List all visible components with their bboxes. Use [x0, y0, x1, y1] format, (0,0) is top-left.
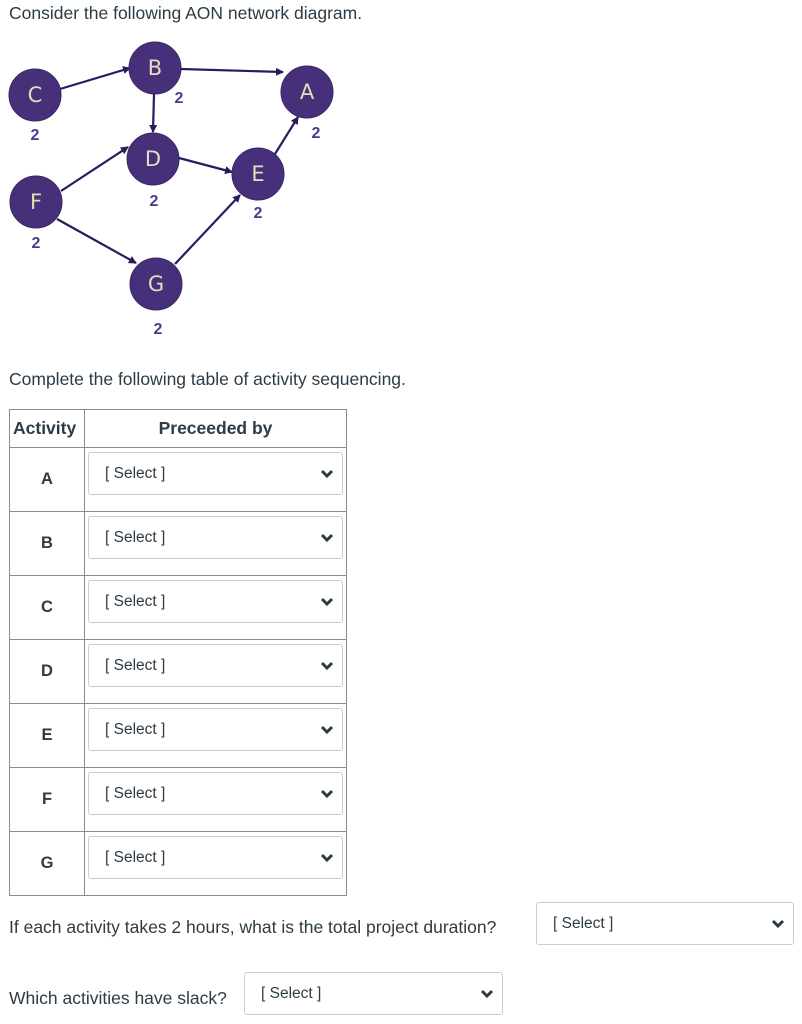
preceded-by-select-g[interactable] [88, 836, 343, 879]
table-row [10, 832, 347, 896]
activity-label: A [10, 448, 85, 512]
intro-text: Consider the following AON network diagram. [9, 3, 363, 23]
preceded-by-select-a[interactable] [88, 452, 343, 495]
table-header-row [10, 410, 347, 448]
svg-text:F: F [29, 190, 43, 214]
svg-text:C: C [27, 83, 43, 107]
table-row [10, 640, 347, 704]
chevron-down-icon [480, 989, 494, 999]
node-e [232, 148, 284, 222]
activity-label: G [10, 832, 85, 896]
slack-question-text: Which activities have slack? [9, 988, 227, 1008]
slack-activities-select[interactable] [244, 972, 503, 1015]
header-preceded-by: Preceeded by [85, 410, 347, 448]
chevron-down-icon [320, 533, 334, 543]
table-row [10, 512, 347, 576]
edge-g-e [175, 195, 240, 264]
select-value: [ Select ] [105, 848, 166, 866]
preceded-by-select-b[interactable] [88, 516, 343, 559]
node-c [9, 69, 61, 144]
edge-f-d [61, 147, 128, 191]
chevron-down-icon [320, 661, 334, 671]
select-value: [ Select ] [553, 914, 614, 932]
chevron-down-icon [320, 597, 334, 607]
svg-text:2: 2 [153, 321, 163, 338]
chevron-down-icon [771, 919, 785, 929]
activity-label: D [10, 640, 85, 704]
edge-f-g [57, 219, 136, 263]
preceded-by-select-d[interactable] [88, 644, 343, 687]
select-value: [ Select ] [105, 784, 166, 802]
chevron-down-icon [320, 853, 334, 863]
chevron-down-icon [320, 725, 334, 735]
table-row [10, 704, 347, 768]
aon-network-diagram [0, 30, 360, 350]
edge-c-b [60, 68, 130, 89]
project-duration-select[interactable] [536, 902, 794, 945]
table-row [10, 576, 347, 640]
svg-text:2: 2 [31, 235, 41, 252]
activity-label: C [10, 576, 85, 640]
header-activity: Activity [10, 410, 85, 448]
svg-text:2: 2 [30, 127, 40, 144]
node-f [10, 176, 62, 252]
activity-label: B [10, 512, 85, 576]
activity-sequencing-table [9, 409, 347, 896]
node-g [130, 258, 182, 338]
edge-b-a [181, 69, 283, 72]
svg-text:2: 2 [149, 193, 159, 210]
node-b [129, 42, 184, 107]
table-row [10, 448, 347, 512]
svg-text:A: A [299, 80, 315, 104]
edge-b-d [153, 94, 154, 132]
activity-label: F [10, 768, 85, 832]
select-value: [ Select ] [105, 592, 166, 610]
svg-text:2: 2 [311, 125, 321, 142]
activity-label: E [10, 704, 85, 768]
table-row [10, 768, 347, 832]
svg-text:D: D [144, 147, 162, 171]
select-value: [ Select ] [105, 720, 166, 738]
select-value: [ Select ] [105, 464, 166, 482]
table-intro-text: Complete the following table of activity sequencing. [9, 369, 406, 389]
select-value: [ Select ] [261, 984, 322, 1002]
preceded-by-select-e[interactable] [88, 708, 343, 751]
svg-text:G: G [147, 272, 165, 296]
node-d [127, 133, 179, 210]
select-value: [ Select ] [105, 528, 166, 546]
edge-d-e [179, 158, 232, 172]
select-value: [ Select ] [105, 656, 166, 674]
duration-question-text: If each activity takes 2 hours, what is the total project duration? [9, 917, 497, 937]
preceded-by-select-f[interactable] [88, 772, 343, 815]
svg-text:2: 2 [174, 90, 184, 107]
svg-text:E: E [251, 162, 265, 186]
svg-text:2: 2 [253, 205, 263, 222]
edge-e-a [275, 117, 298, 154]
svg-text:B: B [147, 56, 163, 80]
preceded-by-select-c[interactable] [88, 580, 343, 623]
chevron-down-icon [320, 789, 334, 799]
chevron-down-icon [320, 469, 334, 479]
